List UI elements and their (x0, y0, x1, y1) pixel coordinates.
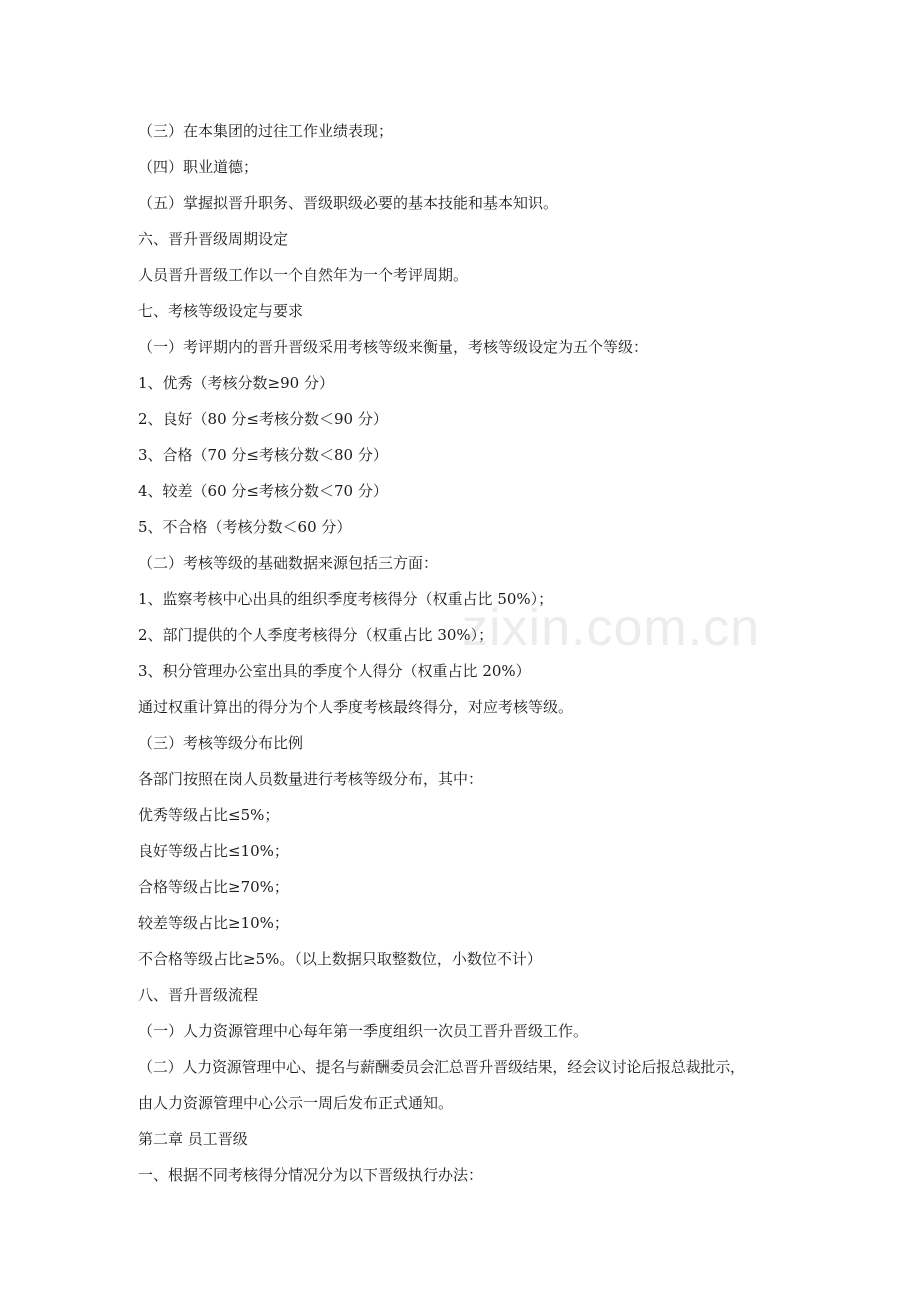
list-item: 1、监察考核中心出具的组织季度考核得分（权重占比 50%）； (138, 590, 554, 608)
text-line: （二）考核等级的基础数据来源包括三方面： (138, 554, 439, 572)
list-item: 3、合格（70 分≤考核分数＜80 分） (138, 446, 388, 464)
text-line: （二）人力资源管理中心、提名与薪酬委员会汇总晋升晋级结果，经会议讨论后报总裁批示， (138, 1058, 745, 1076)
section-heading: 一、根据不同考核得分情况分为以下晋级执行办法： (138, 1166, 484, 1184)
list-item: 2、部门提供的个人季度考核得分（权重占比 30%）； (138, 626, 494, 644)
text-line: （四）职业道德； (138, 158, 259, 176)
watermark: zixin.com.cn (462, 599, 761, 657)
text-line: （三）在本集团的过往工作业绩表现； (138, 122, 394, 140)
section-heading: 六、晋升晋级周期设定 (138, 230, 289, 248)
section-heading: 八、晋升晋级流程 (138, 986, 259, 1004)
list-item: 3、积分管理办公室出具的季度个人得分（权重占比 20%） (138, 662, 531, 680)
text-line: 由人力资源管理中心公示一周后发布正式通知。 (138, 1094, 454, 1112)
text-line: （三）考核等级分布比例 (138, 734, 304, 752)
list-item: 2、良好（80 分≤考核分数＜90 分） (138, 410, 388, 428)
text-line: （五）掌握拟晋升职务、晋级职级必要的基本技能和基本知识。 (138, 194, 559, 212)
list-item: 较差等级占比≥10%； (138, 914, 289, 932)
list-item: 合格等级占比≥70%； (138, 878, 289, 896)
list-item: 优秀等级占比≤5%； (138, 806, 280, 824)
list-item: 4、较差（60 分≤考核分数＜70 分） (138, 482, 388, 500)
text-line: （一）考评期内的晋升晋级采用考核等级来衡量，考核等级设定为五个等级： (138, 338, 649, 356)
text-line: 人员晋升晋级工作以一个自然年为一个考评周期。 (138, 266, 469, 284)
text-line: （一）人力资源管理中心每年第一季度组织一次员工晋升晋级工作。 (138, 1022, 589, 1040)
list-item: 不合格等级占比≥5%。（以上数据只取整数位，小数位不计） (138, 950, 542, 968)
list-item: 5、不合格（考核分数＜60 分） (138, 518, 352, 536)
section-heading: 七、考核等级设定与要求 (138, 302, 304, 320)
chapter-heading: 第二章 员工晋级 (138, 1130, 248, 1148)
text-line: 通过权重计算出的得分为个人季度考核最终得分，对应考核等级。 (138, 698, 574, 716)
list-item: 1、优秀（考核分数≥90 分） (138, 374, 334, 392)
list-item: 良好等级占比≤10%； (138, 842, 289, 860)
text-line: 各部门按照在岗人员数量进行考核等级分布，其中： (138, 770, 484, 788)
